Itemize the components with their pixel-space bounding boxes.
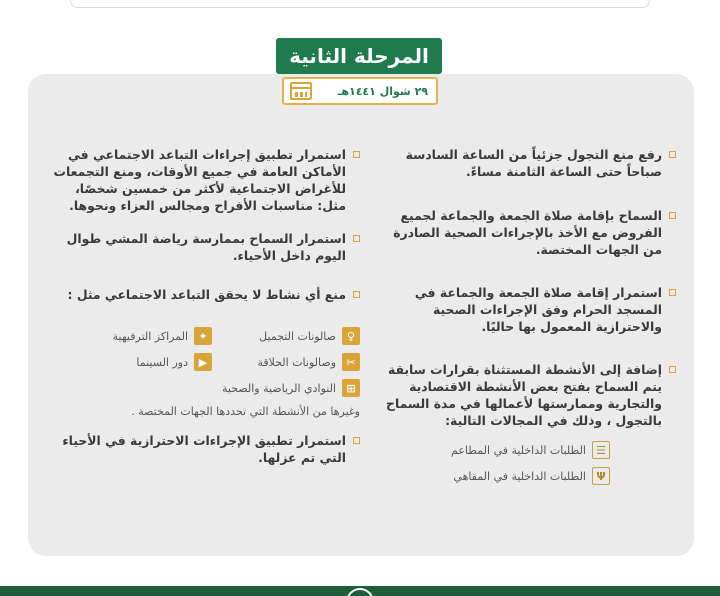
- item-text: السماح بإقامة صلاة الجمعة والجماعة لجميع الفروض مع الأخذ بالإجراءات الصحية الصادرة من الجهات المختصة.: [393, 208, 662, 257]
- item-text: استمرار السماح بممارسة رياضة المشي طوال اليوم داخل الأحياء.: [66, 231, 346, 263]
- activity-label: المراكز الترفيهية: [112, 329, 188, 343]
- right-column: [376, 146, 676, 489]
- date-badge: [282, 77, 438, 105]
- item-text: استمرار تطبيق إجراءات التباعد الاجتماعي في الأماكن العامة في جميع الأوقات، ومنع التجمعات للأغراض الاجتماعية لأكثر من خمسين شخصًا، مثل: مناسبات الأفراح ومجالس العزاء ونحوها.: [53, 147, 346, 213]
- activity-gyms: [218, 375, 360, 401]
- activity-label: النوادي الرياضية والصحية: [222, 381, 336, 395]
- activity-entertainment: [70, 323, 212, 349]
- item-text: إضافة إلى الأنشطة المستثناة بقرارات سابقة يتم السماح بفتح بعض الأنشطة الاقتصادية والتجارية وممارستها لأعمالها في مدة السماح بالتجول ، وذلك في المجالات التالية:: [386, 362, 662, 428]
- list-item: [376, 284, 676, 335]
- list-item: [376, 207, 676, 258]
- cutlery-icon: Ψ: [592, 467, 610, 485]
- sub-item-label: الطلبات الداخلية في المقاهي: [453, 469, 586, 483]
- list-item: [52, 286, 360, 303]
- list-item: [52, 230, 360, 264]
- list-item: [376, 146, 676, 180]
- bullet-icon: [669, 151, 676, 158]
- bullet-icon: [669, 289, 676, 296]
- dumbbell-icon: ⊞: [342, 379, 360, 397]
- bullet-icon: [669, 366, 676, 373]
- item-text: رفع منع التجول جزئياً من الساعة السادسة صباحاً حتى الساعة الثامنة مساءً.: [405, 147, 662, 179]
- menu-icon: ☰: [592, 441, 610, 459]
- top-card-edge: [70, 0, 650, 8]
- activity-beauty-salons: [218, 323, 360, 349]
- activity-label: دور السينما: [136, 355, 188, 369]
- beauty-salon-icon: ♀: [342, 327, 360, 345]
- item-text: استمرار تطبيق الإجراءات الاحترازية في الأحياء التي تم عزلها.: [62, 433, 346, 465]
- stage-title: المرحلة الثانية: [276, 38, 442, 74]
- sub-item-restaurants: [376, 437, 610, 463]
- entertainment-center-icon: ✦: [194, 327, 212, 345]
- item-text: منع أي نشاط لا يحقق التباعد الاجتماعي مثل :: [67, 287, 346, 302]
- bullet-icon: [353, 437, 360, 444]
- bullet-icon: [669, 212, 676, 219]
- activity-barbers: [218, 349, 360, 375]
- left-column: [52, 146, 360, 466]
- bullet-icon: [353, 151, 360, 158]
- barber-scissors-icon: ✂: [342, 353, 360, 371]
- date-text: ٢٩ شوال ١٤٤١هـ: [337, 84, 428, 98]
- activity-list: [70, 323, 360, 401]
- others-note: وغيرها من الأنشطة التي تحددها الجهات المختصة .: [131, 405, 360, 418]
- activity-cinemas: [70, 349, 212, 375]
- list-item: [52, 146, 360, 214]
- list-item: [52, 432, 360, 466]
- calendar-icon: [290, 82, 312, 100]
- bullet-icon: [353, 235, 360, 242]
- bullet-icon: [353, 291, 360, 298]
- sub-item-cafes: [376, 463, 610, 489]
- cinema-screen-icon: ▶: [194, 353, 212, 371]
- activity-label: وصالونات الحلاقة: [257, 355, 336, 369]
- item-text: استمرار إقامة صلاة الجمعة والجماعة في المسجد الحرام وفق الإجراءات الصحية والاحترازية المعمول بها حاليًا.: [414, 285, 662, 334]
- list-item: [376, 361, 676, 429]
- activity-label: صالونات التجميل: [259, 329, 336, 343]
- sub-item-label: الطلبات الداخلية في المطاعم: [451, 443, 586, 457]
